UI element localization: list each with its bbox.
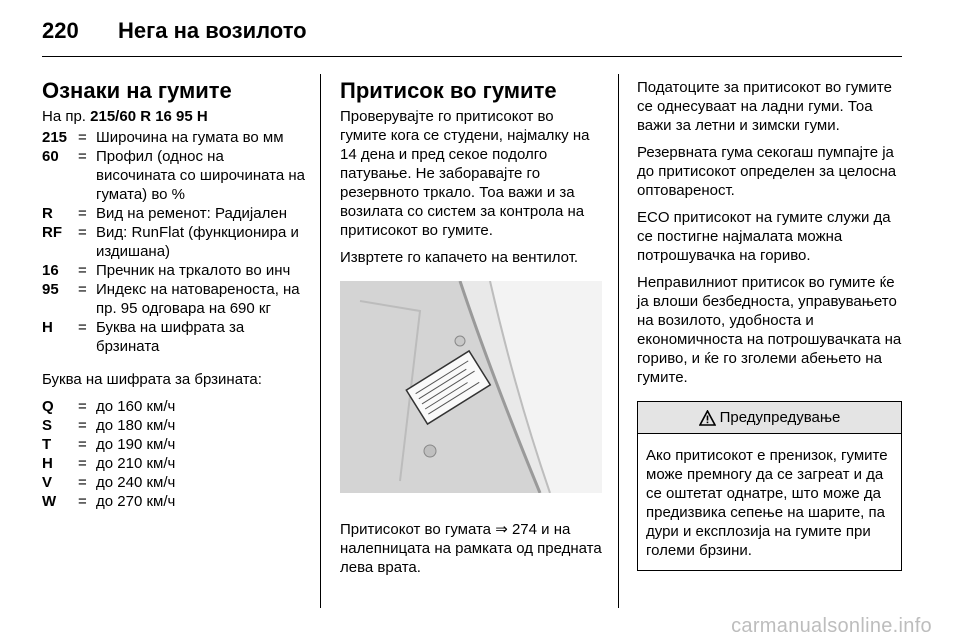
column-middle — [340, 78, 604, 585]
page-ref-arrow-icon: ⇒ — [495, 521, 508, 538]
speed-row-key: W — [42, 493, 57, 510]
definition-row-value: Индекс на натовареноста, на пр. 95 одговара на 690 кг — [96, 281, 300, 317]
page-title: Нега на возилото — [118, 18, 307, 43]
definition-row-key: 60 — [42, 148, 59, 165]
pressure-paragraph-2: Извртете го капачето на вентилот. — [340, 249, 579, 266]
speed-intro: Буква на шифрата за брзината: — [42, 371, 262, 388]
definition-row-key: 215 — [42, 129, 68, 146]
speed-row-value: до 180 км/ч — [96, 417, 176, 434]
caption-text-a: Притисокот во гумата — [340, 521, 492, 538]
warning-box — [637, 401, 902, 571]
section-heading-tire-pressure: Притисок во гумите — [340, 78, 557, 103]
definition-row-equals: = — [78, 281, 87, 298]
speed-row-value: до 270 км/ч — [96, 493, 176, 510]
figure-caption — [340, 520, 604, 577]
definition-row-equals: = — [78, 205, 87, 222]
caption-page-ref[interactable]: 274 — [511, 521, 537, 538]
speed-row-equals: = — [78, 398, 87, 415]
warning-title: Предупредување — [719, 409, 841, 426]
speed-row — [42, 473, 306, 492]
definition-row — [42, 223, 306, 261]
speed-row-value: до 160 км/ч — [96, 398, 176, 415]
right-paragraph-1: Податоците за притисокот во гумите се однесуваат на ладни гуми. Тоа важи за летни и зимски гуми. — [637, 79, 892, 134]
page-number: 220 — [42, 18, 79, 43]
column-right — [637, 78, 902, 571]
column-divider-2 — [618, 74, 619, 608]
right-paragraph-4: Неправилниот притисок во гумите ќе ја влоши безбедноста, управувањето на возилото, удобноста и економичноста на потрошувачката на гориво, и ќе го зголеми абењето на гумите. — [637, 274, 902, 386]
speed-row-equals: = — [78, 417, 87, 434]
definition-row-equals: = — [78, 129, 87, 146]
warning-triangle-icon — [699, 410, 716, 426]
speed-row-equals: = — [78, 436, 87, 453]
tire-code-definitions — [42, 128, 306, 356]
example-line — [42, 107, 306, 126]
caption-text-b: и на налепницата на рамката од предната лева врата. — [340, 521, 602, 576]
speed-code-list — [42, 397, 306, 511]
watermark: carmanualsonline.info — [731, 615, 932, 637]
header-divider — [42, 56, 902, 57]
definition-row — [42, 318, 306, 356]
speed-row-key: H — [42, 455, 53, 472]
definition-row-key: 16 — [42, 262, 59, 279]
definition-row-key: RF — [42, 224, 62, 241]
definition-row — [42, 128, 306, 147]
speed-row — [42, 397, 306, 416]
definition-row-equals: = — [78, 262, 87, 279]
definition-row — [42, 204, 306, 223]
speed-row — [42, 435, 306, 454]
definition-row-equals: = — [78, 148, 87, 165]
example-prefix: На пр. — [42, 108, 86, 125]
column-divider-1 — [320, 74, 321, 608]
pressure-paragraph-1: Проверувајте го притисокот во гумите кога се студени, најмалку на 14 дена и пред секое подолго патување. Не заборавајте го резервното тркало. Тоа важи и за возилата со систем за контрола на притисокот во гумите. — [340, 108, 590, 239]
definition-row-equals: = — [78, 319, 87, 336]
definition-row-key: H — [42, 319, 53, 336]
definition-row-key: 95 — [42, 281, 59, 298]
speed-row-value: до 240 км/ч — [96, 474, 176, 491]
definition-row-equals: = — [78, 224, 87, 241]
right-paragraph-3: ECO притисокот на гумите служи да се постигне најмалата можна потрошувачка на гориво. — [637, 209, 891, 264]
speed-row-key: V — [42, 474, 53, 491]
section-heading-tire-markings: Ознаки на гумите — [42, 78, 232, 103]
speed-row-value: до 190 км/ч — [96, 436, 176, 453]
speed-row — [42, 492, 306, 511]
speed-row — [42, 454, 306, 473]
speed-row-key: Q — [42, 398, 54, 415]
speed-row-value: до 210 км/ч — [96, 455, 176, 472]
speed-row-equals: = — [78, 493, 87, 510]
definition-row-value: Профил (однос на височината со широчината на гумата) во % — [96, 148, 306, 203]
page-header — [42, 14, 307, 48]
warning-text: Ако притисокот е пренизок, гумите може премногу да се загреат и да се оштетат однатре, што може да предизвика сепење на шарите, па дури и експлозија на гумите при големи брзини. — [646, 447, 888, 559]
definition-row-value: Буква на шифрата за брзината — [96, 319, 245, 355]
speed-row-key: S — [42, 417, 53, 434]
example-code: 215/60 R 16 95 H — [90, 108, 208, 125]
column-left — [42, 78, 306, 525]
definition-row-value: Пречник на тркалото во инч — [96, 262, 291, 279]
warning-header — [638, 402, 901, 434]
definition-row-key: R — [42, 205, 53, 222]
definition-row-value: Вид на ременот: Радијален — [96, 205, 287, 222]
definition-row — [42, 261, 306, 280]
speed-row-equals: = — [78, 474, 87, 491]
speed-row-equals: = — [78, 455, 87, 472]
definition-row-value: Широчина на гумата во мм — [96, 129, 284, 146]
speed-row-key: T — [42, 436, 52, 453]
speed-row — [42, 416, 306, 435]
door-frame-label-illustration — [340, 281, 602, 493]
definition-row-value: Вид: RunFlat (функционира и издишана) — [96, 224, 299, 260]
definition-row — [42, 280, 306, 318]
right-paragraph-2: Резервната гума секогаш пумпајте ја до притисокот определен за целосна оптовареност. — [637, 144, 897, 199]
definition-row — [42, 147, 306, 204]
